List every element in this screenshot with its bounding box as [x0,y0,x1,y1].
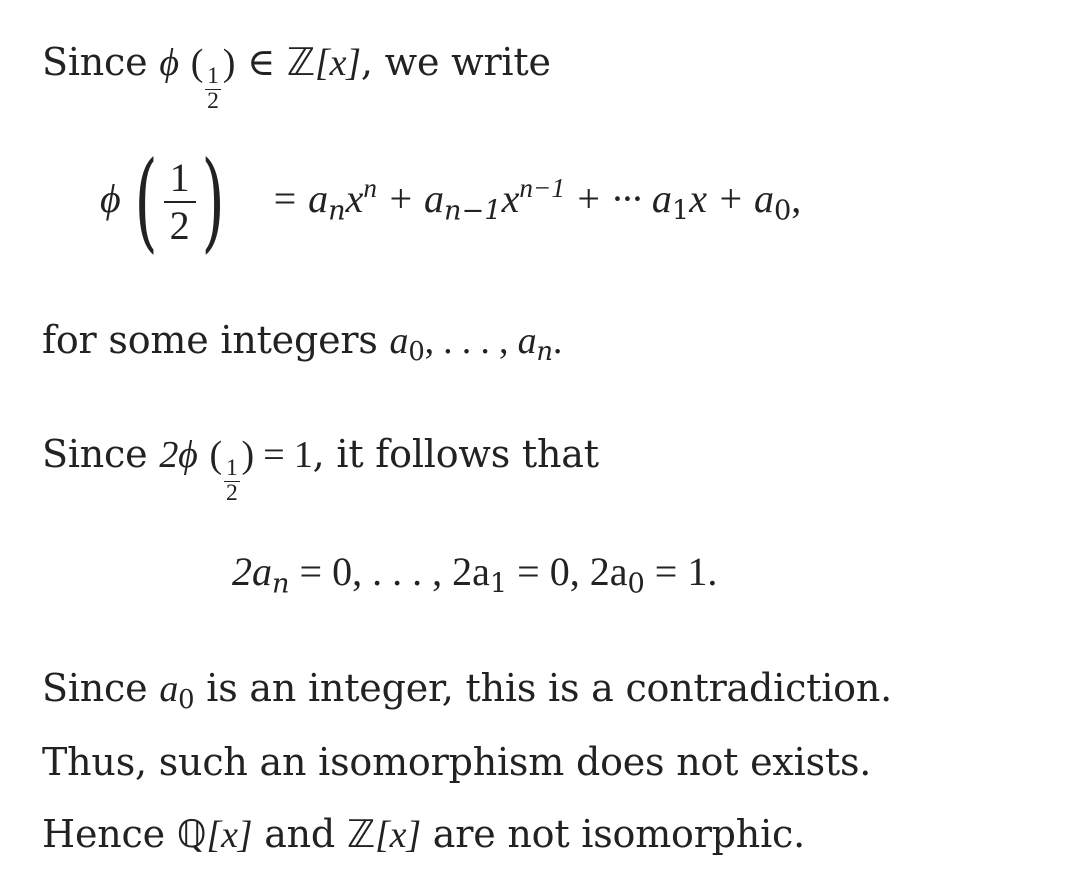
text-since: Since [42,666,160,710]
equation-phi-expansion [100,139,802,264]
x-plus-a: x + a [689,176,774,221]
text-is-an-integer: is an integer, this is a contradiction. [194,666,893,710]
polynomial-ring: [x] [206,814,253,856]
text-not-isomorphic: are not isomorphic. [420,812,805,856]
subscript-1: 1 [671,195,690,227]
superscript-n-minus-1: n−1 [519,173,565,204]
rhs-an: = a [271,176,329,221]
var-x: x [501,176,520,221]
var-an: a [517,320,537,362]
subscript-0: 0 [773,195,792,227]
fraction-one-half [205,65,221,113]
text-since: Since [42,432,160,476]
text-and: and [252,812,347,856]
var-a0: a [159,668,179,710]
text-thus: Thus, such an isomorphism does not exists. [42,740,872,784]
line-for-some-integers [42,318,562,367]
right-paren: ) [222,42,236,84]
equals-zero-2a: = 0, 2a [507,549,628,594]
plus-a: + a [377,176,445,221]
plus-dots-a: + ··· a [564,176,672,221]
big-left-paren: ( [134,139,159,264]
phi-symbol: ϕ [159,42,179,84]
fraction-one-half [224,457,240,505]
var-x: x [345,176,364,221]
equals-one: = 1 [254,434,313,476]
fraction-numerator: 1 [207,63,219,90]
ellipsis: , . . . , [424,320,518,362]
rationals-symbol: ℚ [176,812,207,856]
line-since-phi-in-z [42,40,551,113]
subscript-1: 1 [489,568,508,600]
line-since-two-phi [42,432,599,505]
polynomial-ring: [x] [315,42,361,84]
line-no-isomorphism [42,740,871,784]
coef-2an: 2a [232,549,272,594]
text-we-write: , we write [360,40,551,84]
superscript-n: n [363,173,378,204]
fraction-numerator: 1 [169,155,190,200]
line-not-isomorphic [42,812,805,857]
subscript-n: n [536,337,553,368]
equals-zero-ellipsis: = 0, . . . , 2a [289,549,490,594]
fraction-denominator: 2 [164,201,196,247]
subscript-n-minus-1: n−1 [444,195,502,227]
fraction-numerator: 1 [225,455,238,482]
integers-symbol: ℤ [286,40,316,84]
subscript-n: n [272,568,290,600]
text-since: Since [42,40,148,84]
text-hence: Hence [42,812,177,856]
integers-symbol: ℤ [346,812,376,856]
element-of-symbol: ∈ [247,42,276,84]
subscript-0: 0 [408,337,425,368]
big-right-paren: ) [201,139,225,264]
text-for-some-integers: for some integers [42,318,390,362]
subscript-0: 0 [627,568,645,600]
period: . [552,320,563,362]
right-paren: ) [241,434,254,476]
phi-symbol: ϕ [100,176,121,221]
left-paren: ( [209,434,222,476]
equation-coefficients [232,548,717,600]
subscript-n: n [328,195,346,227]
fraction-denominator: 2 [225,479,238,506]
two-phi: 2ϕ [159,434,198,476]
line-contradiction [42,666,892,715]
fraction-one-half [164,157,196,247]
fraction-denominator: 2 [207,87,219,114]
text-it-follows-that: , it follows that [312,432,599,476]
left-paren: ( [190,42,204,84]
polynomial-ring: [x] [375,814,421,856]
var-a0: a [389,320,409,362]
comma: , [791,176,802,221]
equals-one: = 1. [644,549,718,594]
subscript-0: 0 [178,685,195,716]
